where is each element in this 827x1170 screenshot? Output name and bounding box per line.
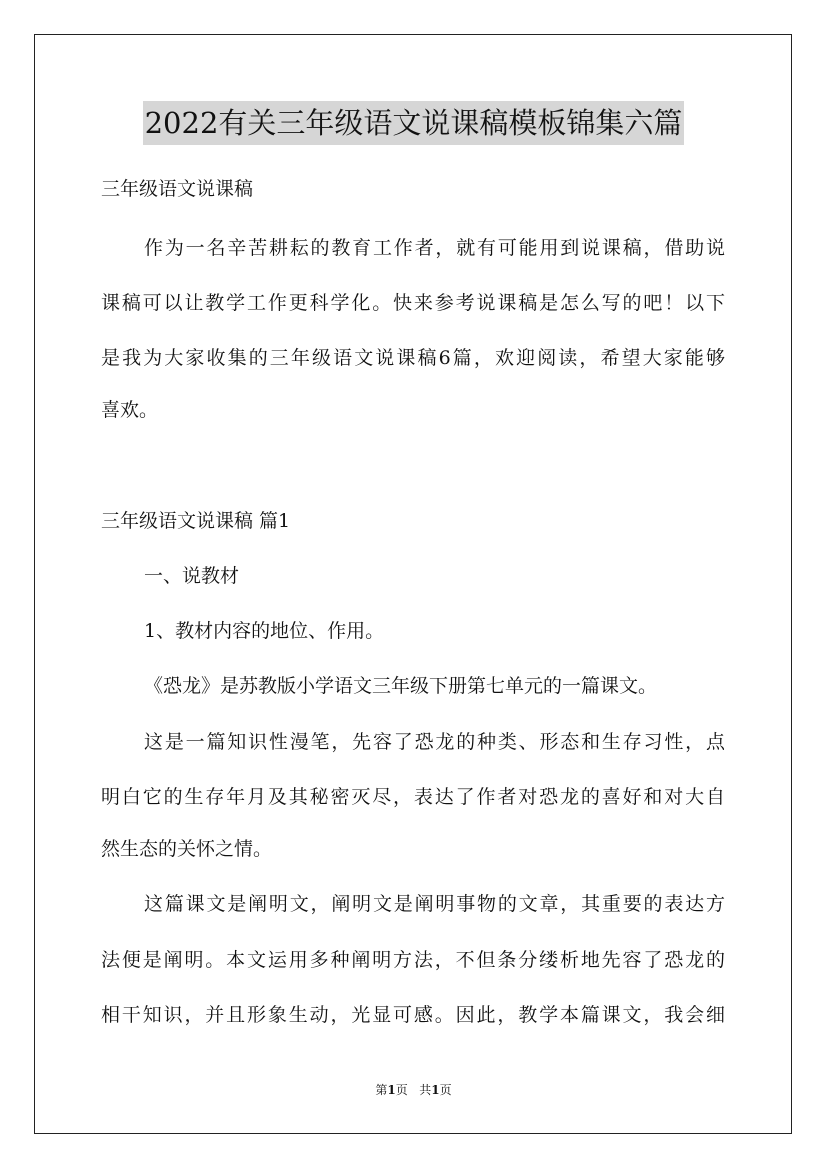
paragraph-line: 是我为大家收集的三年级语文说课稿6篇，欢迎阅读，希望大家能够 [101, 347, 725, 369]
document-title: 2022有关三年级语文说课稿模板锦集六篇 [143, 101, 685, 145]
paragraph-line: 明白它的生存年月及其秘密灭尽，表达了作者对恐龙的喜好和对大自 [101, 786, 725, 808]
paragraph-line: 课稿可以让教学工作更科学化。快来参考说课稿是怎么写的吧！以下 [101, 292, 725, 314]
total-pages: 1 [431, 1083, 440, 1097]
title-container [0, 101, 827, 145]
section-heading: 三年级语文说课稿 [101, 178, 254, 200]
page-footer [0, 1081, 827, 1099]
paragraph-line: 这是一篇知识性漫笔，先容了恐龙的种类、形态和生存习性，点 [144, 731, 725, 753]
paragraph-line: 喜欢。 [101, 399, 159, 421]
page-prefix: 第 [375, 1083, 388, 1097]
subheading: 一、说教材 [144, 565, 240, 587]
page-suffix: 页 [395, 1083, 408, 1097]
paragraph-line: 这篇课文是阐明文，阐明文是阐明事物的文章，其重要的表达方 [144, 893, 725, 915]
page-number: 1 [387, 1083, 396, 1097]
paragraph-line: 作为一名辛苦耕耘的教育工作者，就有可能用到说课稿，借助说 [144, 237, 725, 259]
subheading: 1、教材内容的地位、作用。 [144, 620, 385, 642]
total-suffix: 页 [439, 1083, 452, 1097]
paragraph-line: 《恐龙》是苏教版小学语文三年级下册第七单元的一篇课文。 [144, 675, 658, 697]
paragraph-line: 法便是阐明。本文运用多种阐明方法，不但条分缕析地先容了恐龙的 [101, 949, 725, 971]
total-prefix: 共 [419, 1083, 432, 1097]
paragraph-line: 然生态的关怀之情。 [101, 838, 273, 860]
section-heading: 三年级语文说课稿 篇1 [101, 510, 291, 532]
paragraph-line: 相干知识，并且形象生动，光显可感。因此，教学本篇课文，我会细 [101, 1004, 725, 1026]
